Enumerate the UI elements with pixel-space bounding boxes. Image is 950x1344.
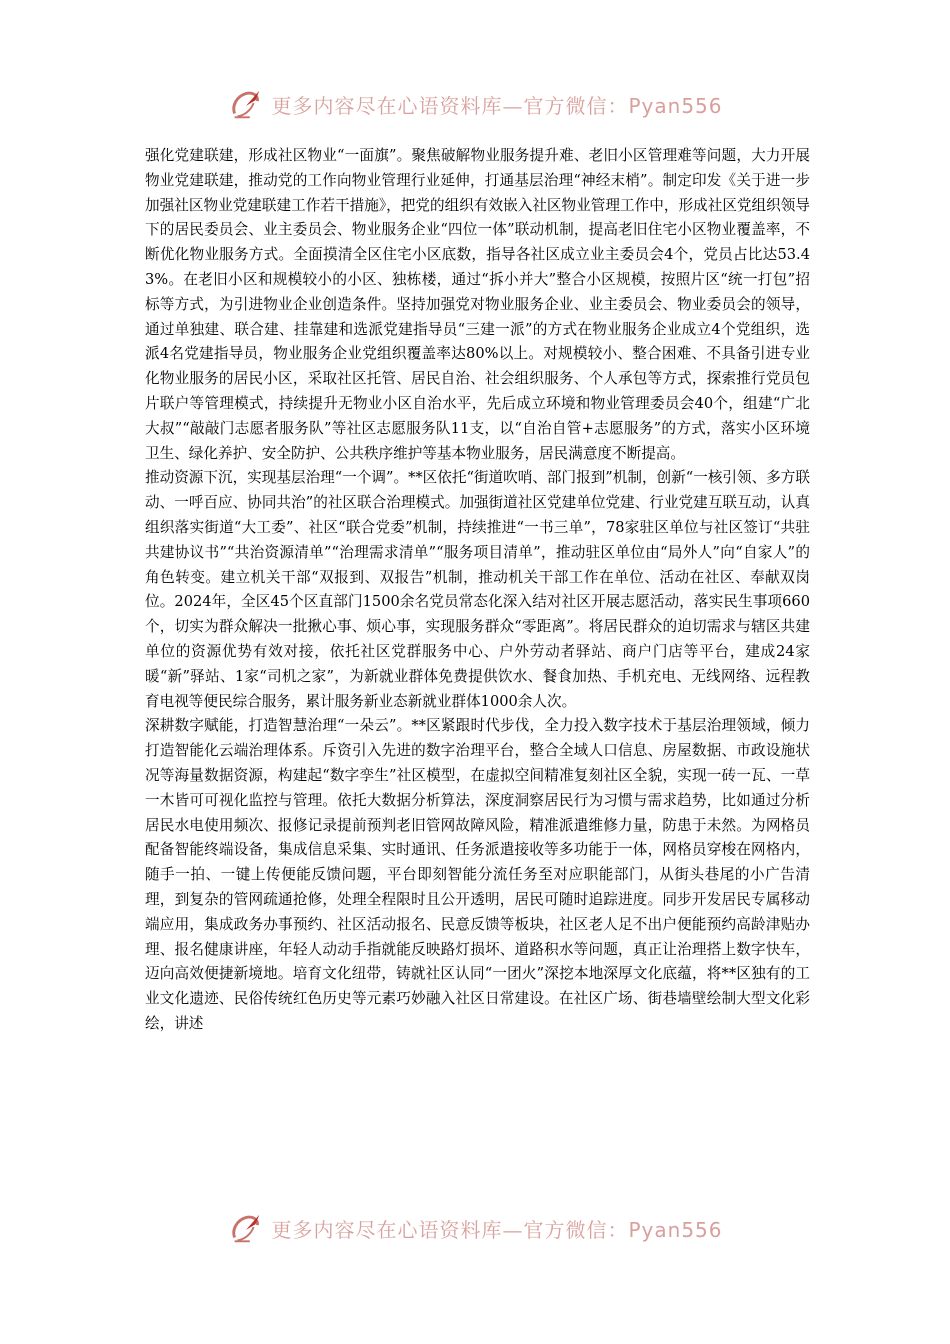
banner-label: 更多内容尽在心语资料库—官方微信： <box>271 93 629 118</box>
banner-label: 更多内容尽在心语资料库—官方微信： <box>271 1217 629 1242</box>
scroll-feather-logo-icon <box>227 85 265 123</box>
paragraph-digital-empowerment: 深耕数字赋能，打造智慧治理“一朵云”。**区紧跟时代步伐，全力投入数字技术于基层治理领域，倾力打造智能化云端治理体系。斥资引入先进的数字治理平台，整合全域人口信息、房屋数据、市政设施状况等海量数据资源，构建起“数字孪生”社区模型，在虚拟空间精准复刻社区全貌，实现一砖一瓦、一草一木皆可可视化监控与管理。依托大数据分析算法，深度洞察居民行为习惯与需求趋势，比如通过分析居民水电使用频次、报修记录提前预判老旧管网故障风险，精准派遣维修力量，防患于未然。为网格员配备智能终端设备，集成信息采集、实时通讯、任务派遣接收等多功能于一体，网格员穿梭在网格内，随手一拍、一键上传便能反馈问题，平台即刻智能分流任务至对应职能部门，从街头巷尾的小广告清理，到复杂的管网疏通抢修，处理全程限时且公开透明，居民可随时追踪进度。同步开发居民专属移动端应用，集成政务办事预约、社区活动报名、民意反馈等板块，社区老人足不出户便能预约高龄津贴办理、报名健康讲座，年轻人动动手指就能反映路灯损坏、道路积水等问题，真正让治理搭上数字快车，迈向高效便捷新境地。培育文化纽带，铸就社区认同“一团火”深挖本地深厚文化底蕴，将**区独有的工业文化遗迹、民俗传统红色历史等元素巧妙融入社区日常建设。在社区广场、街巷墙壁绘制大型文化彩绘，讲述 <box>145 717 810 1032</box>
footer-watermark-banner <box>0 1208 950 1248</box>
banner-text <box>271 1214 722 1243</box>
scroll-feather-logo-icon <box>227 1209 265 1247</box>
paragraph-property-party-building: 强化党建联建，形成社区物业“一面旗”。聚焦破解物业服务提升难、老旧小区管理难等问题，大力开展物业党建联建，推动党的工作向物业管理行业延伸，打通基层治理“神经末梢”。制定印发《关于进一步加强社区物业党建联建工作若干措施》，把党的组织有效嵌入社区物业管理工作中，形成社区党组织领导下的居民委员会、业主委员会、物业服务企业“四位一体”联动机制，提高老旧住宅小区物业覆盖率，不断优化物业服务方式。全面摸清全区住宅小区底数，指导各社区成立业主委员会4个，党员占比达53.43%。在老旧小区和规模较小的小区、独栋楼，通过“拆小并大”整合小区规模，按照片区“统一打包”招标等方式，为引进物业企业创造条件。坚持加强党对物业服务企业、业主委员会、物业委员会的领导，通过单独建、联合建、挂靠建和选派党建指导员“三建一派”的方式在物业服务企业成立4个党组织，选派4名党建指导员，物业服务企业党组织覆盖率达80%以上。对规模较小、整合困难、不具备引进专业化物业服务的居民小区，采取社区托管、居民自治、社会组织服务、个人承包等方式，探索推行党员包片联户等管理模式，持续提升无物业小区自治水平，先后成立环境和物业管理委员会40个，组建“广北大叔”“敲敲门志愿者服务队”等社区志愿服务队11支，以“自治自管+志愿服务”的方式，落实小区环境卫生、绿化养护、安全防护、公共秩序维护等基本物业服务，居民满意度不断提高。 <box>145 147 810 462</box>
banner-wechat-id: Pyan556 <box>628 1217 723 1242</box>
banner-text <box>271 90 722 119</box>
banner-wechat-id: Pyan556 <box>628 93 723 118</box>
document-body <box>145 144 810 1037</box>
paragraph-resource-sinking: 推动资源下沉，实现基层治理“一个调”。**区依托“街道吹哨、部门报到”机制，创新“一核引领、多方联动、一呼百应、协同共治”的社区联合治理模式。加强街道社区党建单位党建、行业党建互联互动，认真组织落实街道“大工委”、社区“联合党委”机制，持续推进“一书三单”，78家驻区单位与社区签订“共驻共建协议书”“共治资源清单”“治理需求清单”“服务项目清单”，推动驻区单位由“局外人”向“自家人”的角色转变。建立机关干部“双报到、双报告”机制，推动机关干部工作在单位、活动在社区、奉献双岗位。2024年，全区45个区直部门1500余名党员常态化深入结对社区开展志愿活动，落实民生事项660个，切实为群众解决一批揪心事、烦心事，实现服务群众“零距离”。将居民群众的迫切需求与辖区共建单位的资源优势有效对接，依托社区党群服务中心、户外劳动者驿站、商户门店等平台，建成24家暖“新”驿站、1家“司机之家”，为新就业群体免费提供饮水、餐食加热、手机充电、无线网络、远程教育电视等便民综合服务，累计服务新业态新就业群体1000余人次。 <box>145 469 810 710</box>
header-watermark-banner <box>0 84 950 124</box>
